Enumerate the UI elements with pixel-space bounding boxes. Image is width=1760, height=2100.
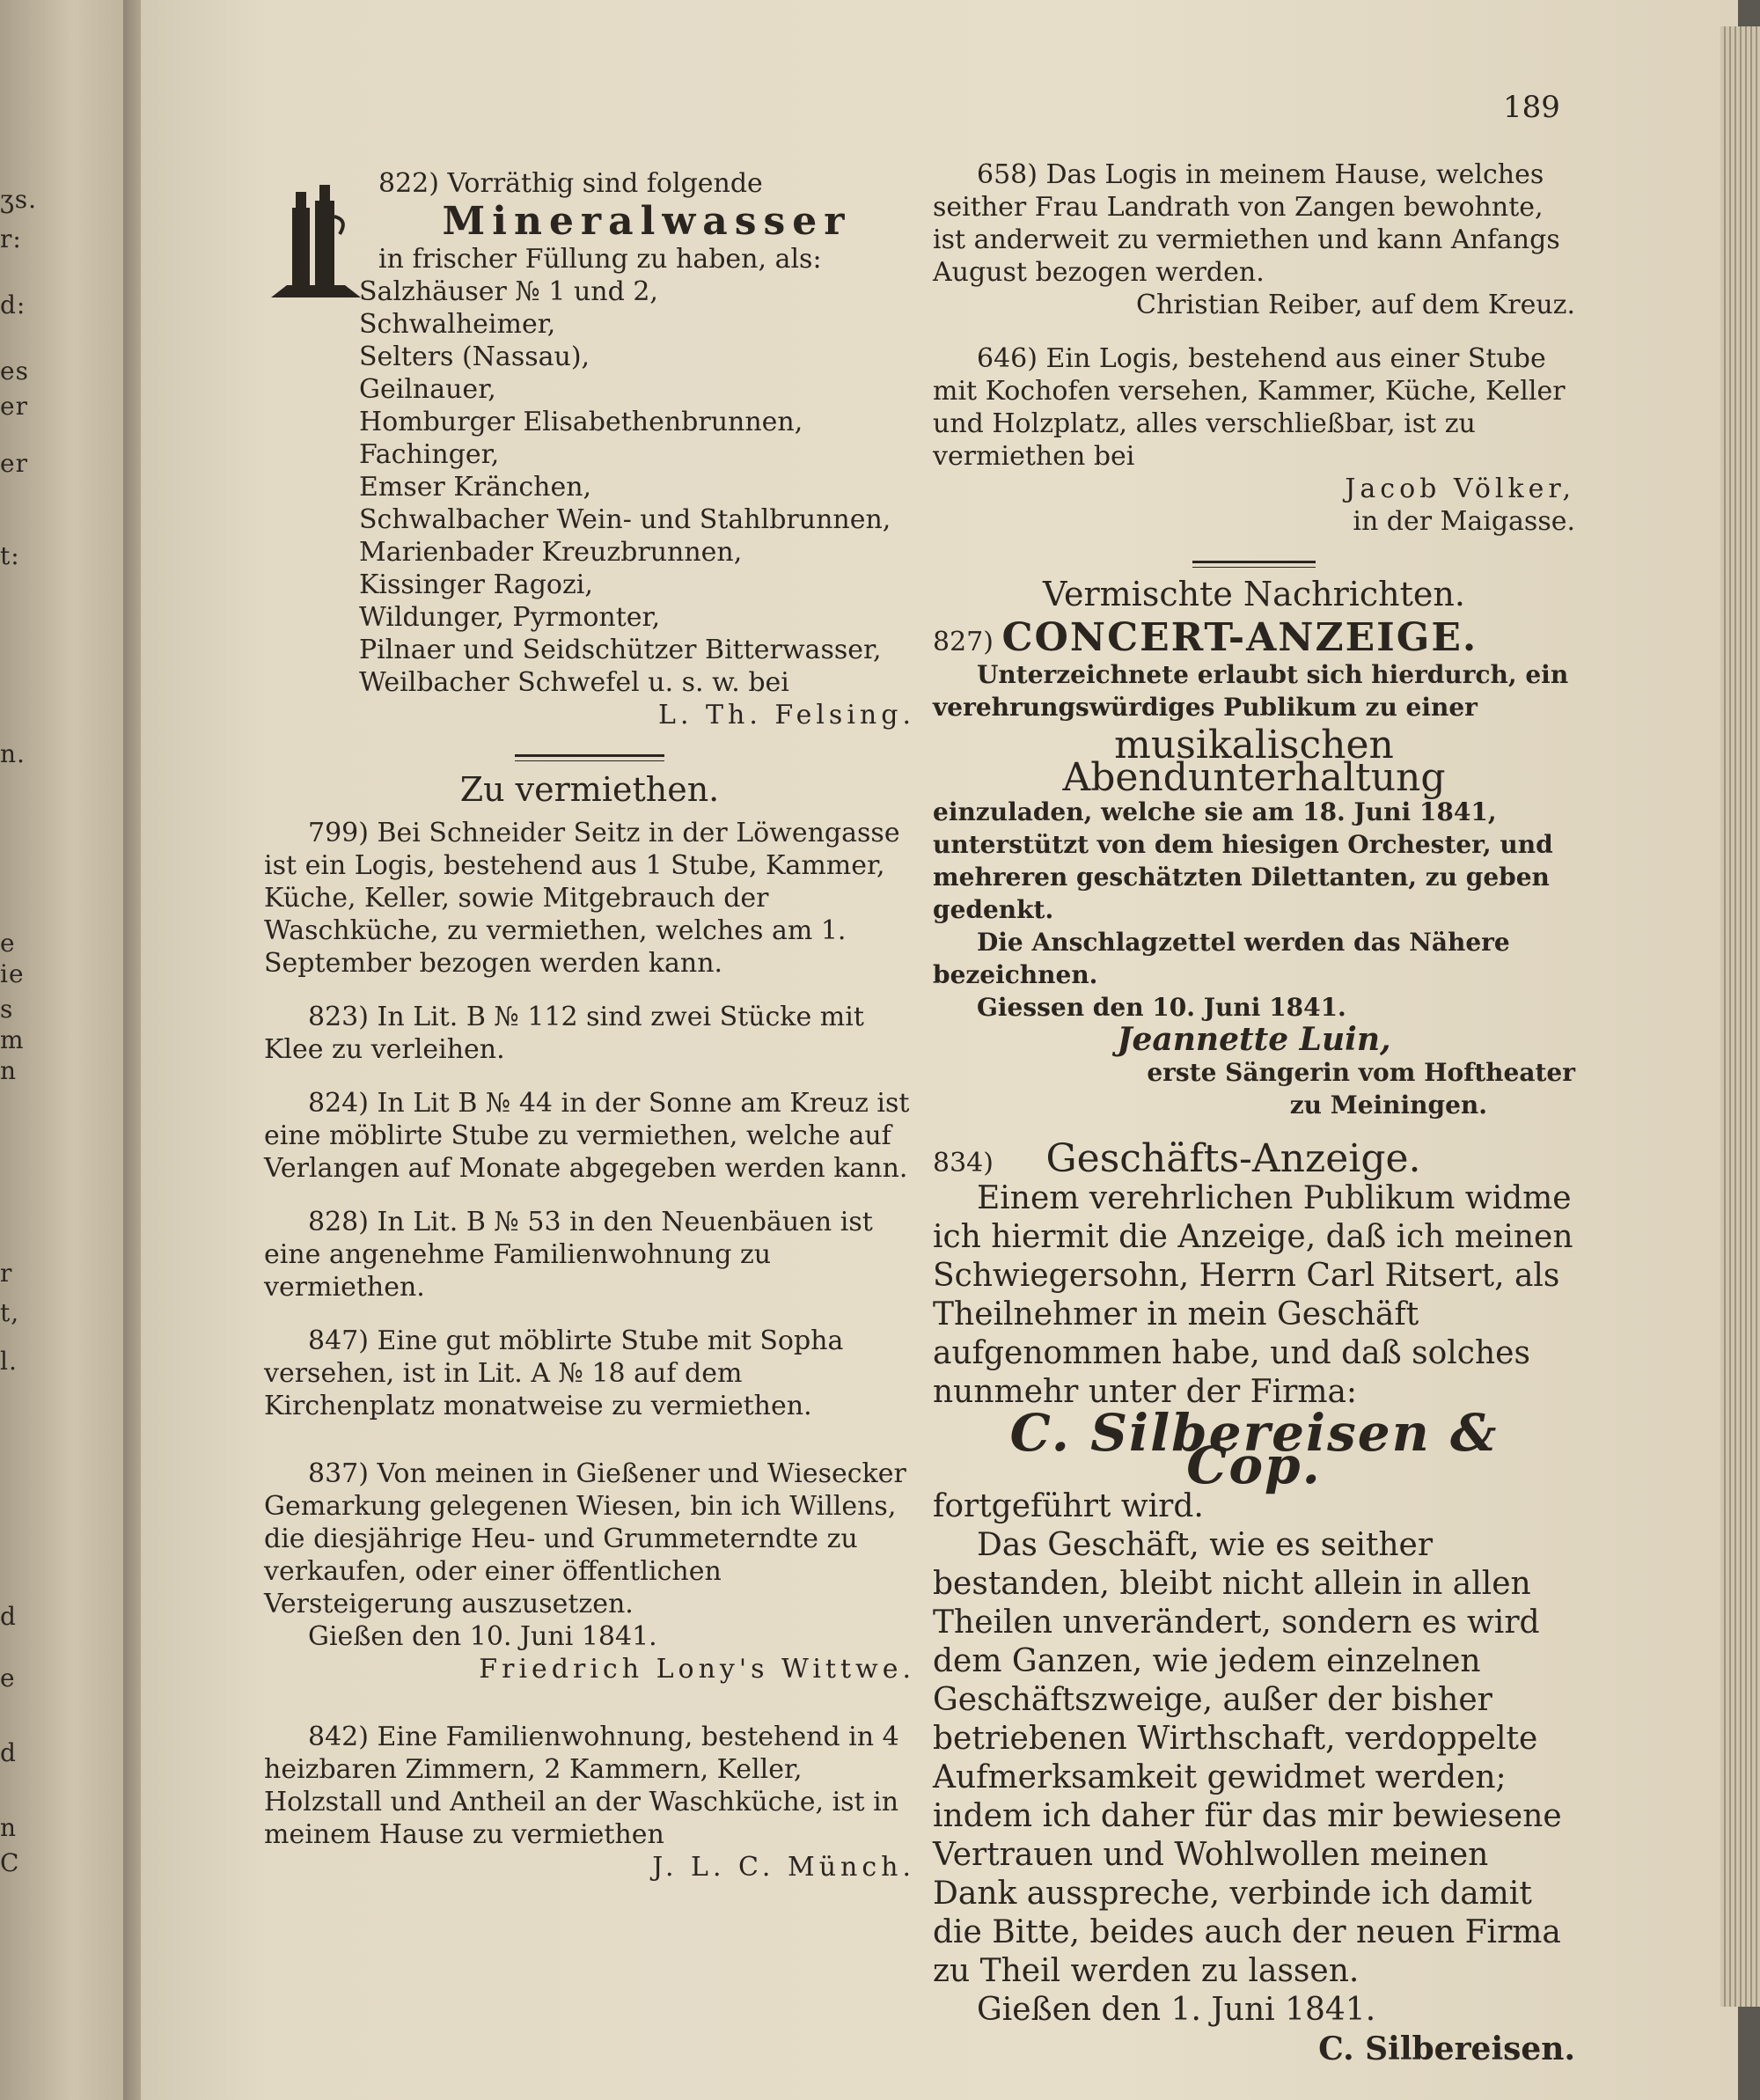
left-page-fragment: r bbox=[0, 1259, 13, 1288]
ad-837-signature: Friedrich Lony's Wittwe. bbox=[479, 1654, 915, 1685]
ad-658 bbox=[933, 158, 1575, 321]
mineral-water-item: Homburger Elisabethenbrunnen, bbox=[359, 407, 803, 437]
mineral-water-item: Schwalbacher Wein- und Stahlbrunnen, bbox=[359, 504, 891, 535]
ad-834-p2: fortgeführt wird. bbox=[933, 1488, 1204, 1524]
mineral-water-item: Wildunger, Pyrmonter, bbox=[359, 602, 661, 633]
mineral-water-item: Pilnaer und Seidschützer Bitterwasser, bbox=[359, 635, 882, 665]
left-page-fragment: ʒs. bbox=[0, 185, 38, 214]
ad-834-title: Geschäfts-Anzeige. bbox=[1045, 1136, 1421, 1181]
ad-646-text: 646) Ein Logis, bestehend aus einer Stube mit Kochofen versehen, Kammer, Küche, Keller und Holzplatz, alles verschließbar, ist zu vermiethen bei bbox=[933, 343, 1566, 472]
left-page-fragment: d: bbox=[0, 290, 26, 319]
left-page-fragment: e bbox=[0, 929, 16, 958]
ad-822-line: in frischer Füllung zu haben, als: bbox=[378, 244, 822, 275]
ad-834-firm: C. Silbereisen & Cop. bbox=[1009, 1403, 1499, 1495]
ad-837-date: Gießen den 10. Juni 1841. bbox=[308, 1621, 657, 1652]
left-page-fragment: n. bbox=[0, 739, 26, 768]
ad-822-intro: 822) Vorräthig sind folgende bbox=[378, 168, 763, 199]
left-column bbox=[264, 167, 915, 1883]
ad-799: 799) Bei Schneider Seitz in der Löwengasse ist ein Logis, bestehend aus 1 Stube, Kammer, Küche, Keller, sowie Mitgebrauch der Waschküche, zu vermiethen, welches am 1. September bezogen werden kann. bbox=[264, 818, 900, 979]
mineral-water-list bbox=[264, 275, 915, 699]
left-page-fragment: m bbox=[0, 1025, 25, 1054]
left-page-fragment: n bbox=[0, 1813, 18, 1842]
ad-646-location: in der Maigasse. bbox=[1353, 506, 1575, 537]
left-page-fragment: l. bbox=[0, 1347, 18, 1376]
ad-822-signature: L. Th. Felsing. bbox=[658, 700, 915, 731]
ad-646-signature: Jacob Völker, bbox=[1345, 474, 1575, 504]
page-stack-edges bbox=[1720, 26, 1760, 2007]
ad-834-p3: Das Geschäft, wie es seither bestanden, bleibt nicht allein in allen Theilen unverändert, sondern es wird dem Ganzen, wie jedem einzelnen Geschäftszweige, außer der bisher betriebenen Wirthschaft, verdoppelte Aufmerksamkeit gewidmet werden; indem ich daher für das mir bewiesene Vertrauen und Wohlwollen meinen Dank ausspreche, verbinde ich damit die Bitte, beides auch der neuen Firma zu Theil werden zu lassen. bbox=[933, 1527, 1562, 1989]
left-page-fragment: d bbox=[0, 1738, 17, 1767]
ad-827-p2: einzuladen, welche sie am 18. Juni 1841, unterstützt von dem hiesigen Orchester, und mehreren geschätzten Dilettanten, zu geben gedenkt. bbox=[933, 797, 1553, 924]
ad-834-signature: C. Silbereisen. bbox=[1318, 2030, 1575, 2067]
concert-title: CONCERT-ANZEIGE. bbox=[1001, 615, 1478, 660]
ad-842-signature: J. L. C. Münch. bbox=[652, 1852, 915, 1883]
left-page-fragment: C bbox=[0, 1848, 20, 1877]
left-page-fragment: n bbox=[0, 1056, 18, 1085]
ad-823: 823) In Lit. B № 112 sind zwei Stücke mit Klee zu verleihen. bbox=[264, 1002, 864, 1065]
ad-827-role2: zu Meiningen. bbox=[1289, 1090, 1487, 1120]
section-divider bbox=[515, 754, 664, 761]
ad-828: 828) In Lit. B № 53 in den Neuenbäuen ist eine angenehme Familienwohnung zu vermiethen. bbox=[264, 1207, 873, 1303]
section-title-vermiethen: Zu vermiethen. bbox=[459, 770, 720, 809]
section-title-nachrichten: Vermischte Nachrichten. bbox=[1043, 575, 1465, 613]
left-page-fragment: t: bbox=[0, 541, 20, 570]
mineral-water-item: Emser Kränchen, bbox=[359, 472, 592, 503]
left-page-fragment: s bbox=[0, 995, 14, 1024]
mineral-water-item: Salzhäuser № 1 und 2, bbox=[359, 276, 658, 307]
left-page-fragment: er bbox=[0, 449, 28, 478]
page-number: 189 bbox=[1503, 90, 1560, 125]
ad-658-signature: Christian Reiber, auf dem Kreuz. bbox=[1136, 290, 1575, 320]
ad-822-title: Mineralwasser bbox=[442, 199, 852, 244]
ad-827-p1: Unterzeichnete erlaubt sich hierdurch, ein verehrungswürdiges Publikum zu einer bbox=[933, 660, 1569, 722]
ad-834 bbox=[933, 1136, 1575, 2068]
mineral-water-item: Selters (Nassau), bbox=[359, 341, 590, 372]
left-page-fragment: ie bbox=[0, 959, 25, 988]
mineral-water-item: Weilbacher Schwefel u. s. w. bei bbox=[359, 667, 789, 698]
ad-646 bbox=[933, 342, 1575, 538]
left-page-fragment: er bbox=[0, 392, 28, 421]
mineral-water-item: Geilnauer, bbox=[359, 374, 496, 405]
left-page-fragment: t, bbox=[0, 1298, 20, 1327]
ad-847: 847) Eine gut möblirte Stube mit Sopha versehen, ist in Lit. A № 18 auf dem Kirchenplatz monatweise zu vermiethen. bbox=[264, 1325, 844, 1421]
left-page-fragment: es bbox=[0, 356, 29, 385]
ad-834-p1: Einem verehrlichen Publikum widme ich hiermit die Anzeige, daß ich meinen Schwiegersohn, Herrn Carl Ritsert, als Theilnehmer in mein Geschäft aufgenommen habe, und daß solches nunmehr unter der Firma: bbox=[933, 1180, 1573, 1410]
mineral-water-item: Schwalheimer, bbox=[359, 309, 556, 340]
right-column bbox=[933, 158, 1575, 2068]
left-page-fragment: d bbox=[0, 1602, 17, 1631]
ad-837-text: 837) Von meinen in Gießener und Wiesecker Gemarkung gelegenen Wiesen, bin ich Willens, die diesjährige Heu- und Grummeterndte zu verkaufen, oder einer öffentlichen Versteigerung auszusetzen. bbox=[264, 1458, 906, 1619]
ad-824: 824) In Lit B № 44 in der Sonne am Kreuz ist eine möblirte Stube zu vermiethen, welche auf Verlangen auf Monate abgegeben werden kann. bbox=[264, 1088, 910, 1184]
mineral-water-item: Marienbader Kreuzbrunnen, bbox=[359, 537, 743, 568]
mineral-water-item: Fachinger, bbox=[359, 439, 500, 470]
ad-837 bbox=[264, 1458, 915, 1685]
ad-658-text: 658) Das Logis in meinem Hause, welches seither Frau Landrath von Zangen bewohnte, ist anderweit zu vermiethen und kann Anfangs August bezogen werden. bbox=[933, 159, 1560, 288]
mineral-water-item: Kissinger Ragozi, bbox=[359, 569, 593, 600]
ad-827-p3: Die Anschlagzettel werden das Nähere bezeichnen. bbox=[933, 928, 1510, 989]
left-page-fragment: r: bbox=[0, 224, 22, 253]
ad-842-text: 842) Eine Familienwohnung, bestehend in 4 heizbaren Zimmern, 2 Kammern, Keller, Holzstall und Antheil an der Waschküche, ist in meinem Hause zu vermiethen bbox=[264, 1722, 899, 1850]
ad-842 bbox=[264, 1721, 915, 1883]
ad-827-date: Giessen den 10. Juni 1841. bbox=[977, 993, 1346, 1022]
left-page-fragment: e bbox=[0, 1663, 16, 1692]
ad-822 bbox=[264, 167, 915, 275]
ad-827-role1: erste Sängerin vom Hoftheater bbox=[1147, 1058, 1575, 1087]
ad-827-signature: Jeannette Luin, bbox=[1117, 1021, 1391, 1058]
ad-827-number: 827) bbox=[933, 627, 994, 657]
section-divider-right bbox=[1192, 561, 1316, 568]
ad-834-number: 834) bbox=[933, 1148, 994, 1178]
ad-834-date: Gießen den 1. Juni 1841. bbox=[977, 1992, 1376, 2028]
ad-827 bbox=[933, 615, 1575, 1121]
ad-827-musical: musikalischen Abendunterhaltung bbox=[1062, 723, 1446, 800]
